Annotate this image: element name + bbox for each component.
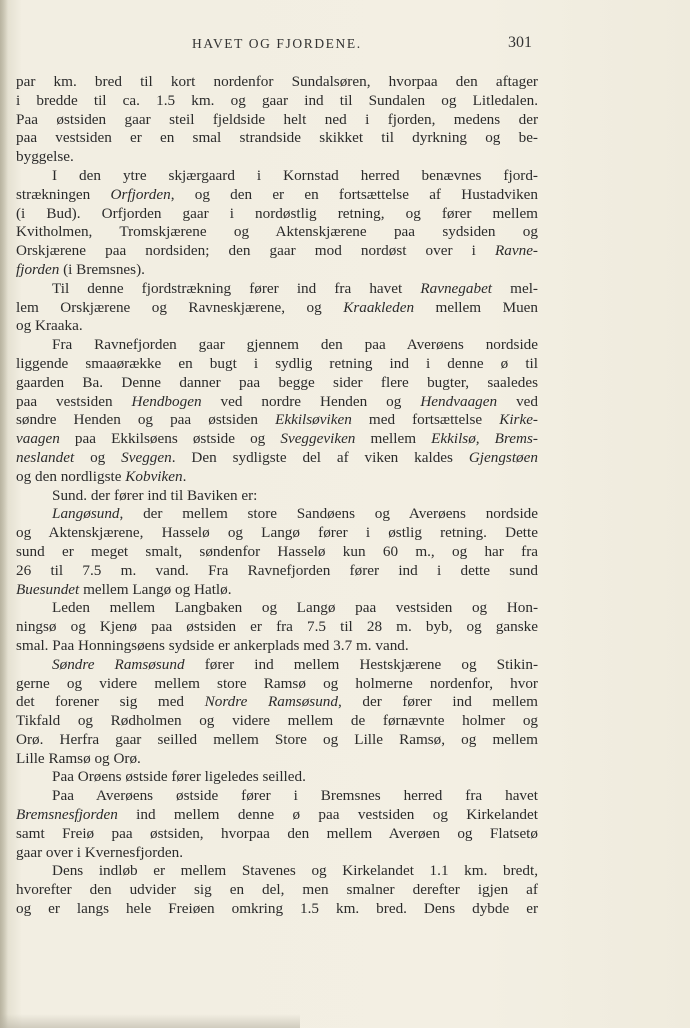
text-line: Orskjærene paa nordsiden; den gaar mod nordøst over i Ravne-	[16, 242, 538, 260]
text-line: vaagen paa Ekkilsøens østside og Sveggeviken mellem Ekkilsø, Brems-	[16, 430, 538, 448]
text-line: gaar over i Kvernesfjorden.	[16, 843, 183, 861]
text-line: smal. Paa Honningsøens sydside er ankerplads med 3.7 m. vand.	[16, 636, 409, 654]
spine-shadow	[0, 0, 8, 1028]
text-line: paa vestsiden er en smal strandside skikket til dyrkning og be-	[16, 129, 538, 147]
text-line: det forener sig med Nordre Ramsøsund, der fører ind mellem	[16, 693, 538, 711]
text-line: ningsø og Kjenø paa østsiden er fra 7.5 til 28 m. byb, og ganske	[16, 618, 538, 636]
text-line: Paa østsiden gaar steil fjeldside helt ned i fjorden, medens der	[16, 110, 538, 128]
text-line: liggende smaaørække en bugt i sydlig retning ind i denne ø til	[16, 354, 538, 372]
text-line: 26 til 7.5 m. vand. Fra Ravnefjorden fører ind i dette sund	[16, 561, 538, 579]
text-line: søndre Henden og paa østsiden Ekkilsøviken med fortsættelse Kirke-	[16, 411, 538, 429]
text-line: Søndre Ramsøsund fører ind mellem Hestskjærene og Stikin-	[52, 655, 538, 673]
text-line: byggelse.	[16, 148, 74, 166]
text-line: Langøsund, der mellem store Sandøens og Averøens nordside	[52, 505, 538, 523]
text-line: og den nordligste Kobviken.	[16, 467, 187, 485]
text-line: samt Freiø paa østsiden, hvorpaa den mellem Averøen og Flatsetø	[16, 824, 538, 842]
text-line: Kvitholmen, Tromskjærene og Aktenskjærene paa sydsiden og	[16, 223, 538, 241]
text-line: par km. bred til kort nordenfor Sundalsøren, hvorpaa den aftager	[16, 73, 538, 90]
text-line: Tikfald og Rødholmen og videre mellem de førnævnte holmer og	[16, 712, 538, 730]
text-line: lem Orskjærene og Ravneskjærene, og Kraakleden mellem Muen	[16, 298, 539, 316]
text-line: sund er meget smalt, søndenfor Hasselø kun 60 m., og har fra	[16, 542, 538, 560]
text-line: Lille Ramsø og Orø.	[16, 749, 141, 767]
text-line: fjorden (i Bremsnes).	[16, 260, 145, 278]
text-line: og Kraaka.	[16, 317, 83, 335]
text-line: Dens indløb er mellem Stavenes og Kirkelandet 1.1 km. bredt,	[52, 862, 538, 880]
text-line: Fra Ravnefjorden gaar gjennem den paa Averøens nordside	[52, 336, 538, 354]
page-header	[0, 36, 690, 56]
text-line: Sund. der fører ind til Baviken er:	[52, 486, 258, 504]
running-head: HAVET OG FJORDENE.	[192, 36, 362, 51]
text-line: og er langs hele Freiøen omkring 1.5 km. bred. Dens dybde er	[16, 900, 538, 918]
text-line: Bremsnesfjorden ind mellem denne ø paa vestsiden og Kirkelandet	[16, 806, 538, 824]
text-line: og Aktenskjærene, Hasselø og Langø fører i østlig retning. Dette	[16, 524, 538, 542]
text-line: i bredde til ca. 1.5 km. og gaar ind til Sundalen og Litledalen.	[16, 91, 538, 109]
page-number: 301	[508, 34, 532, 51]
text-line: paa vestsiden Hendbogen ved nordre Henden og Hendvaagen ved	[16, 392, 538, 410]
text-line: Paa Orøens østside fører ligeledes seilled.	[52, 768, 306, 786]
text-line: hvorefter den udvider sig en del, men smalner derefter igjen af	[16, 881, 538, 899]
text-line: gaarden Ba. Denne danner paa begge sider flere bugter, saaledes	[16, 373, 538, 391]
text-line: strækningen Orfjorden, og den er en fortsættelse af Hustadviken	[16, 185, 539, 203]
text-line: (i Bud). Orfjorden gaar i nordøstlig retning, og fører mellem	[16, 204, 538, 222]
text-line: neslandet og Sveggen. Den sydligste del af viken kaldes Gjengstøen	[16, 448, 538, 466]
text-line: Paa Averøens østside fører i Bremsnes herred fra havet	[52, 787, 538, 805]
text-line: I den ytre skjærgaard i Kornstad herred benævnes fjord-	[52, 166, 538, 184]
body-text	[16, 73, 538, 919]
text-line: Buesundet mellem Langø og Hatlø.	[16, 580, 232, 598]
text-line: Leden mellem Langbaken og Langø paa vestsiden og Hon-	[52, 599, 538, 617]
text-line: Til denne fjordstrækning fører ind fra havet Ravnegabet mel-	[52, 279, 538, 297]
page-bottom-edge	[0, 1014, 300, 1028]
text-line: Orø. Herfra gaar seilled mellem Store og Lille Ramsø, og mellem	[16, 730, 538, 748]
text-line: gerne og videre mellem store Ramsø og holmerne nordenfor, hvor	[16, 674, 538, 692]
